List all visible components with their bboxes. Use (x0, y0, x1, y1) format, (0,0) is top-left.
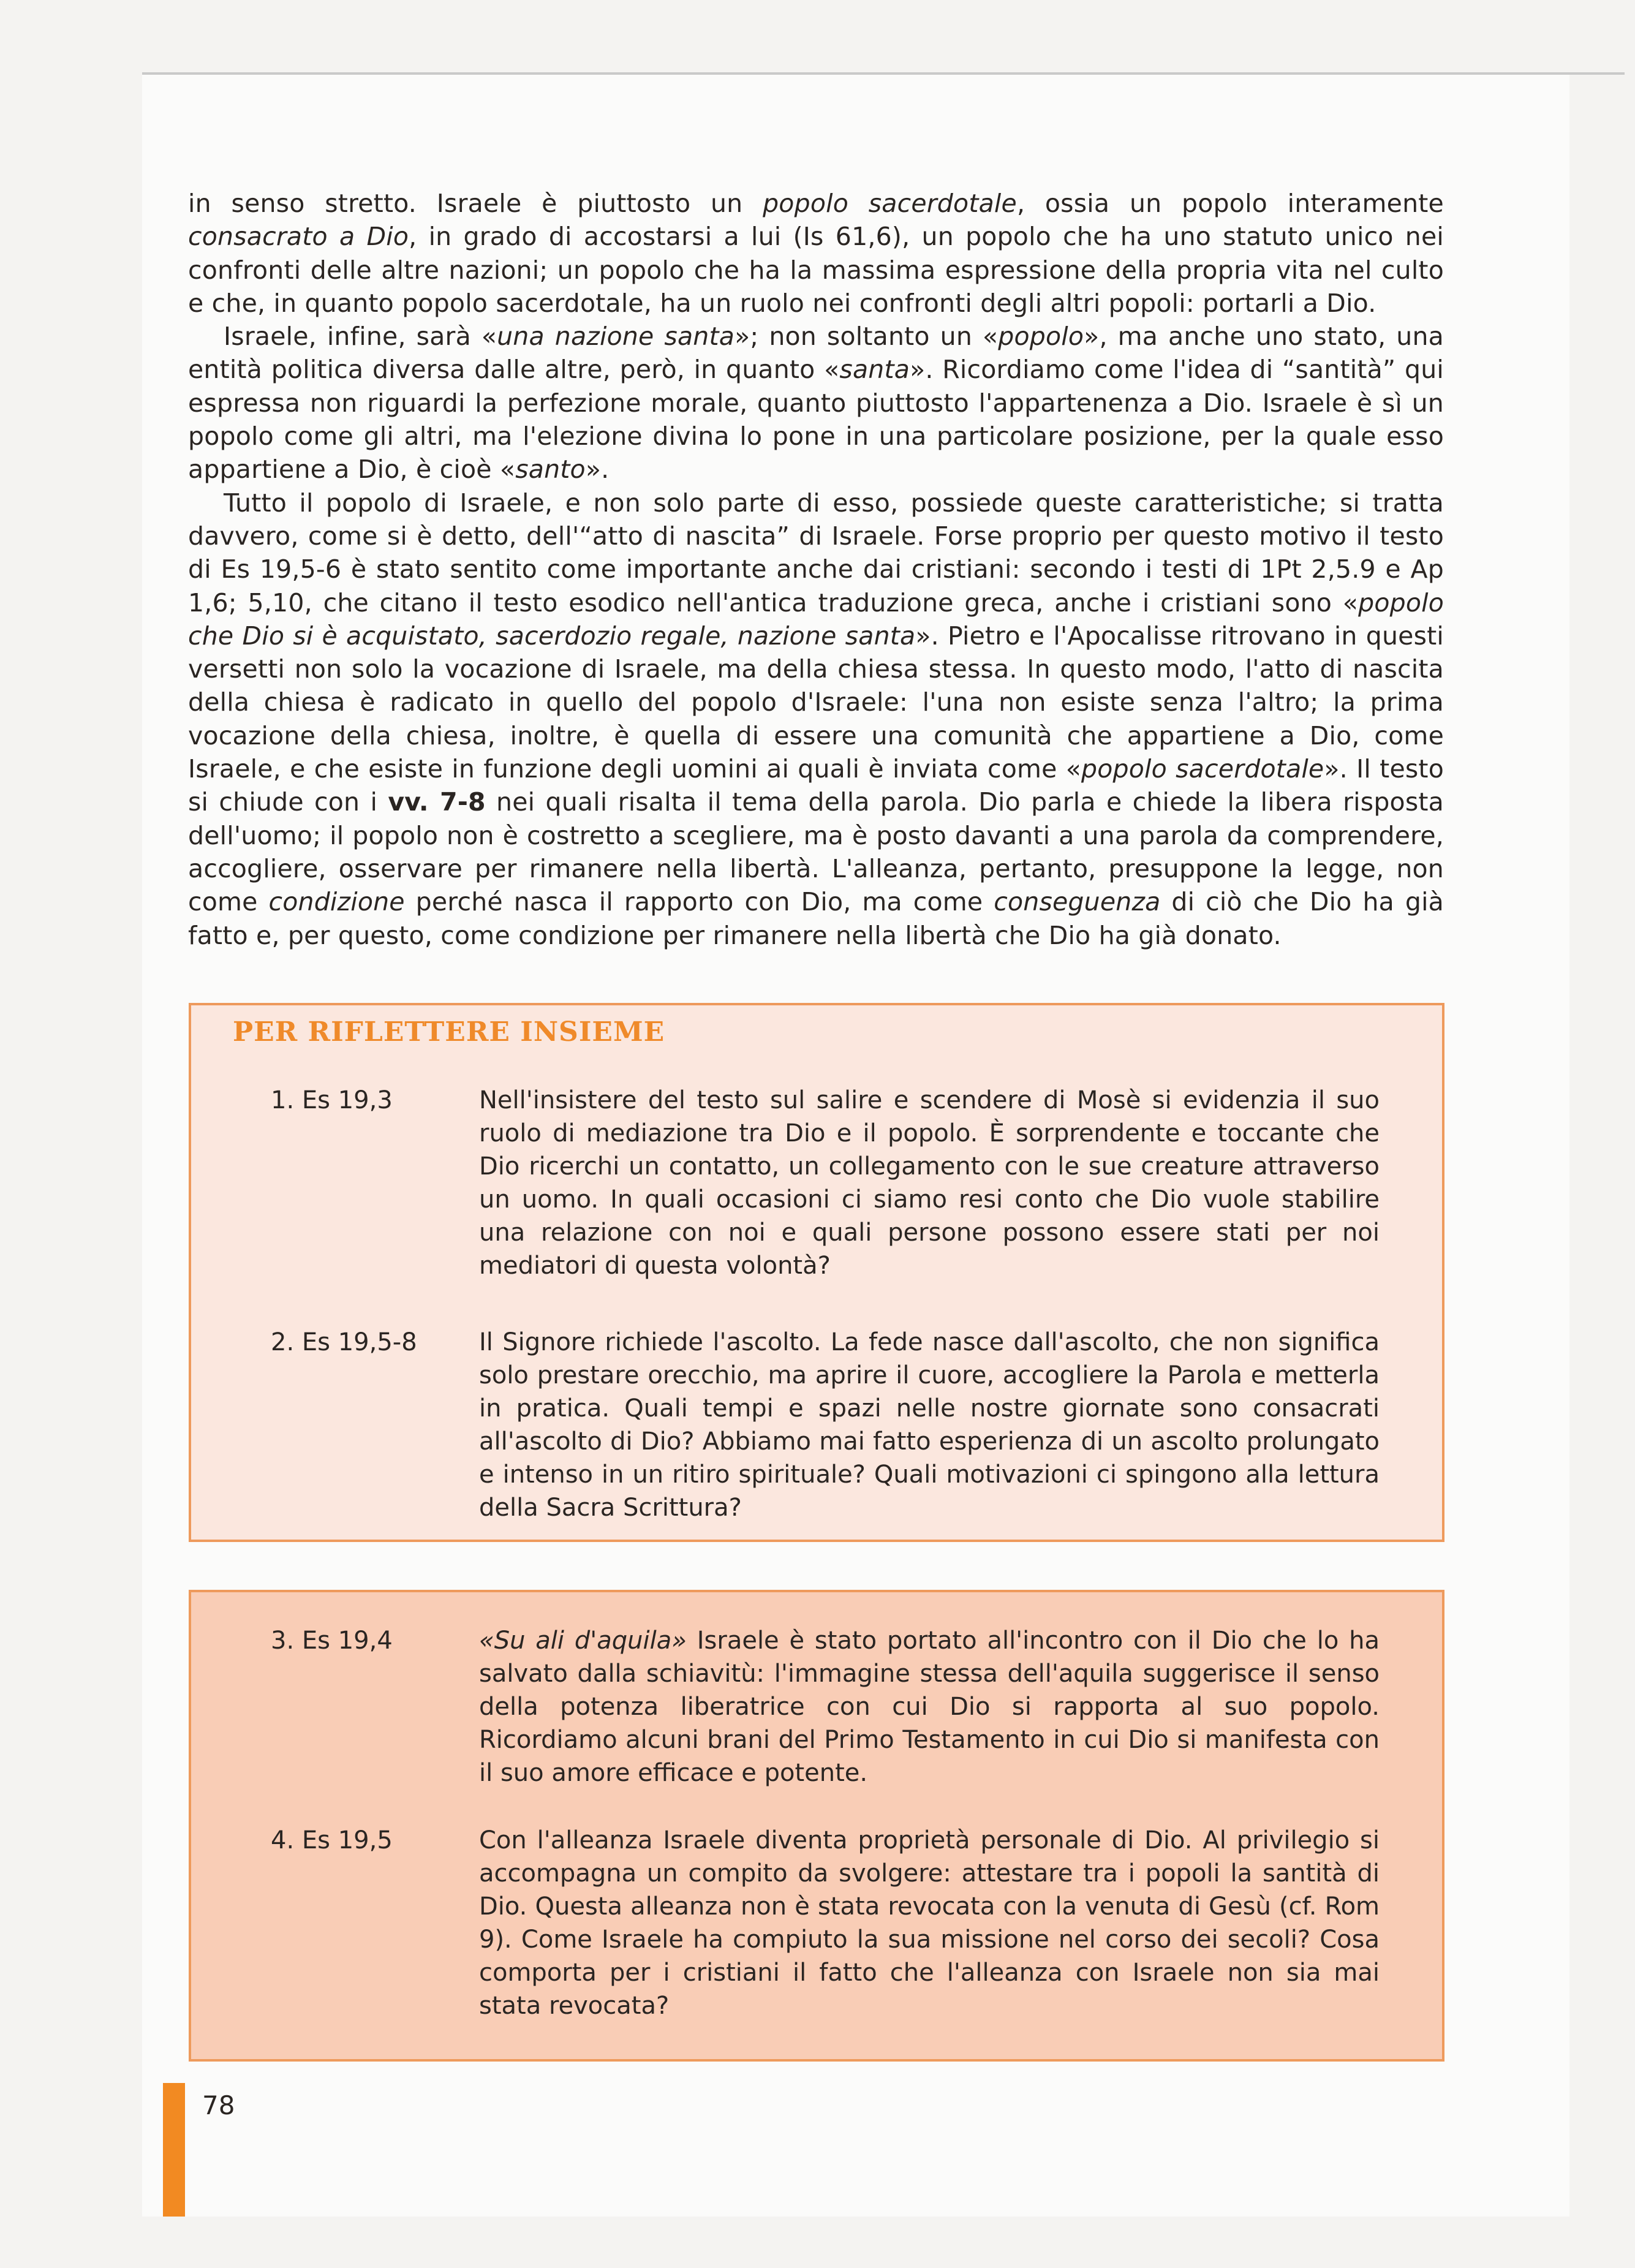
paragraph-3 (188, 486, 1444, 952)
text-run: , ossia un popolo interamente (1016, 189, 1444, 218)
top-rule (142, 72, 1625, 75)
text-run: ». Pietro e l'Apocalisse ritrovano in questi versetti non solo la vocazione di Israele, ma della chiesa stessa. In questo modo, l'atto di nascita della chiesa è radicato in quello del popolo d'Israele: l'una non esiste senza l'altro; la prima vocazione della chiesa, inoltre, è quella di essere una comunità che appartiene a Dio, come Israele, e che esiste in funzione degli uomini ai quali è inviata come « (188, 621, 1444, 784)
italic-run: popolo (998, 322, 1084, 352)
item-text: Il Signore richiede l'ascolto. La fede nasce dall'ascolto, che non significa solo prestare orecchio, ma aprire il cuore, accogliere la Parola e metterla in pratica. Quali tempi e spazi nelle nostre giornate sono consacrati all'ascolto di Dio? Abbiamo mai fatto esperienza di un ascolto prolungato e intenso in un ritiro spirituale? Quali motivazioni ci spingono alla lettura della Sacra Scrittura? (479, 1328, 1380, 1522)
item-quote: «Su ali d'aquila» (479, 1627, 687, 1655)
text-run: »; non soltanto un « (734, 322, 999, 352)
italic-run: consacrato a Dio (188, 222, 409, 252)
item-text-run: Israele è stato portato all'incontro con il Dio che lo ha salvato dalla schiavitù: l'immagine stessa dell'aquila suggerisce il senso della potenza liberatrice con cui Dio si rapporta al suo popolo. Ricordiamo alcuni brani del Primo Testamento in cui Dio si manifesta con il suo amore efficace e potente. (479, 1627, 1380, 1787)
text-run: », ma anche uno stato, una entità politica diversa dalle altre, però, in quanto « (188, 322, 1444, 385)
item-text (479, 1624, 1380, 1790)
paragraph-2 (188, 320, 1444, 486)
italic-run: popolo sacerdotale (763, 189, 1017, 218)
italic-run: condizione (268, 887, 405, 917)
text-run: nei quali risalta il tema della parola. Dio parla e chiede la libera risposta dell'uomo; il popolo non è costretto a scegliere, ma è posto davanti a una parola da comprendere, accogliere, osservare per rimanere nella libertà. L'alleanza, pertanto, presuppone la legge, non come (188, 787, 1444, 917)
text-run: Israele, infine, sarà « (224, 322, 497, 352)
page-number: 78 (202, 2090, 235, 2120)
text-run: ». (585, 455, 610, 485)
body-text (188, 187, 1444, 952)
italic-run: santo (515, 455, 586, 485)
italic-run: popolo sacerdotale (1081, 754, 1324, 784)
reflection-box-1 (189, 1003, 1444, 1542)
item-reference: 2. Es 19,5-8 (271, 1328, 417, 1356)
italic-run: una nazione santa (497, 322, 735, 352)
item-reference: 3. Es 19,4 (271, 1627, 393, 1655)
page-number-bar (163, 2083, 185, 2217)
text-run: ». Ricordiamo come l'idea di “santità” qui espressa non riguardi la perfezione morale, quanto piuttosto l'appartenenza a Dio. Israele è sì un popolo come gli altri, ma l'elezione divina lo pone in una particolare posizione, per la quale esso appartiene a Dio, è cioè « (188, 355, 1444, 485)
item-reference: 1. Es 19,3 (271, 1086, 393, 1114)
item-text: Con l'alleanza Israele diventa proprietà personale di Dio. Al privilegio si accompagna un compito da svolgere: attestare tra i popoli la santità di Dio. Questa alleanza non è stata revocata con la venuta di Gesù (cf. Rom 9). Come Israele ha compiuto la sua missione nel corso dei secoli? Cosa comporta per i cristiani il fatto che l'alleanza con Israele non sia mai stata revocata? (479, 1826, 1380, 2020)
text-run: in senso stretto. Israele è piuttosto un (188, 189, 763, 218)
text-run: perché nasca il rapporto con Dio, ma come (404, 887, 994, 917)
text-run: , in grado di accostarsi a lui (Is 61,6), un popolo che ha uno statuto unico nei confronti delle altre nazioni; un popolo che ha la massima espressione della propria vita nel culto e che, in quanto popolo sacerdotale, ha un ruolo nei confronti degli altri popoli: portarli a Dio. (188, 222, 1444, 318)
reflection-title: PER RIFLETTERE INSIEME (233, 1016, 665, 1048)
paragraph-1 (188, 187, 1444, 320)
text-run: Tutto il popolo di Israele, e non solo parte di esso, possiede queste caratteristiche; si tratta davvero, come si è detto, dell'“atto di nascita” di Israele. Forse proprio per questo motivo il testo di Es 19,5-6 è stato sentito come importante anche dai cristiani: secondo i testi di 1Pt 2,5.9 e Ap 1,6; 5,10, che citano il testo esodico nell'antica traduzione greca, anche i cristiani sono « (188, 488, 1444, 618)
item-reference: 4. Es 19,5 (271, 1826, 393, 1854)
item-text: Nell'insistere del testo sul salire e scendere di Mosè si evidenzia il suo ruolo di mediazione tra Dio e il popolo. È sorprendente e toccante che Dio ricerchi un contatto, un collegamento con le sue creature attraverso un uomo. In quali occasioni ci siamo resi conto che Dio vuole stabilire una relazione con noi e quali persone possono essere stati per noi mediatori di questa volontà? (479, 1086, 1380, 1280)
reflection-box-2 (189, 1590, 1444, 2062)
text-run: di ciò che Dio ha già fatto e, per questo, come condizione per rimanere nella libertà che Dio ha già donato. (188, 887, 1444, 950)
text-run: ». Il testo si chiude con i (188, 754, 1444, 817)
italic-run: conseguenza (994, 887, 1161, 917)
italic-run: popolo che Dio si è acquistato, sacerdozio regale, nazione santa (188, 588, 1444, 651)
bold-run: vv. 7-8 (388, 787, 486, 817)
italic-run: santa (839, 355, 910, 385)
